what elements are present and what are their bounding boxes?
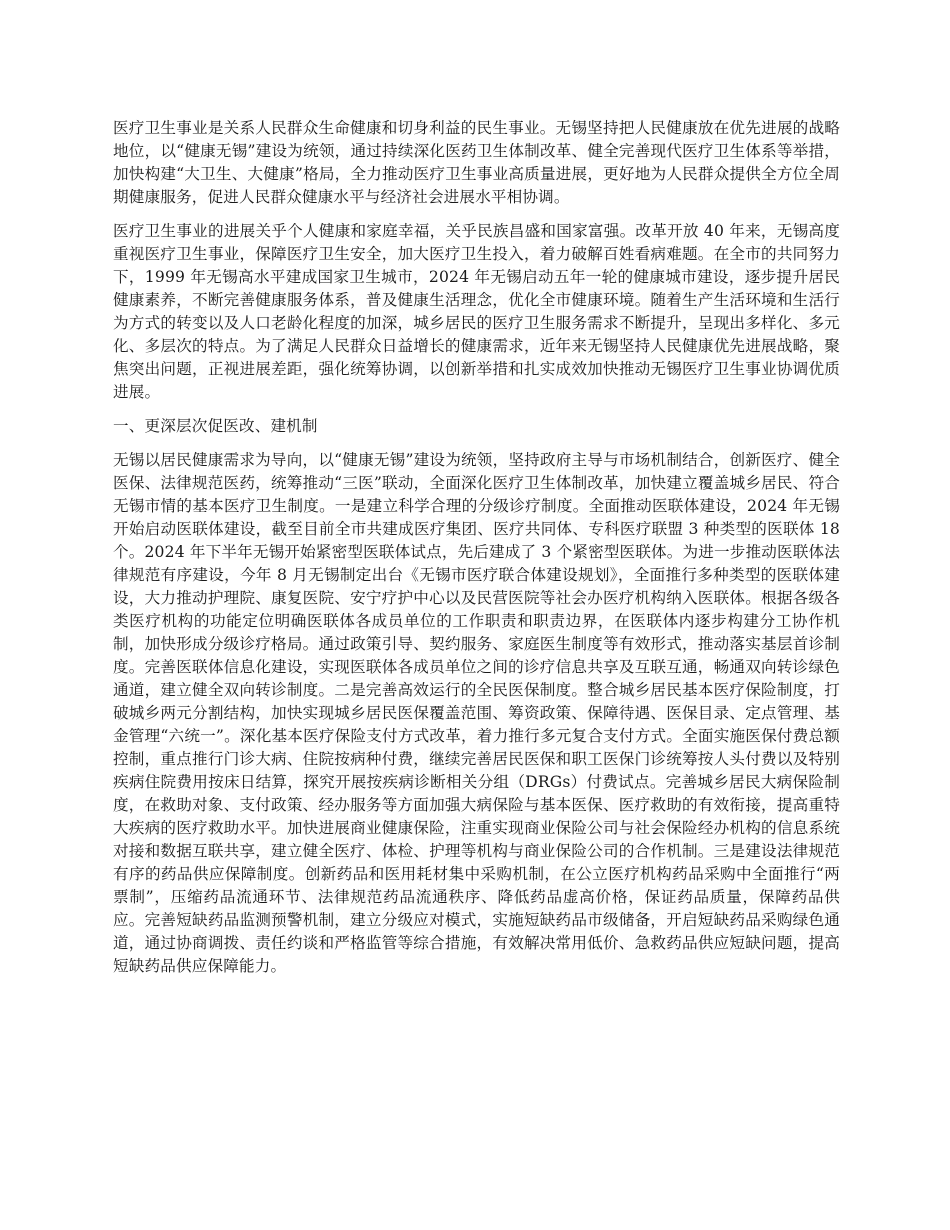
document-body <box>113 117 840 989</box>
section-heading: 一、更深层次促医改、建机制 <box>113 417 318 435</box>
background-paragraph: 医疗卫生事业的进展关乎个人健康和家庭幸福，关乎民族昌盛和国家富强。改革开放 40 年来，无锡高度重视医疗卫生事业，保障医疗卫生安全，加大医疗卫生投入，着力破解百姓看病难题。在全市的共同努力下，1999 年无锡高水平建成国家卫生城市，2024 年无锡启动五年一轮的健康城市建设，逐步提升居民健康素养，不断完善健康服务体系，普及健康生活理念，优化全市健康环境。随着生产生活环境和生活行为方式的转变以及人口老龄化程度的加深，城乡居民的医疗卫生服务需求不断提升，呈现出多样化、多元化、多层次的特点。为了满足人民群众日益增长的健康需求，近年来无锡坚持人民健康优先进展战略，聚焦突出问题，正视进展差距，强化统筹协调，以创新举措和扎实成效加快推动无锡医疗卫生事业协调优质进展。 <box>113 222 840 401</box>
section-paragraph: 无锡以居民健康需求为导向，以“健康无锡”建设为统领，坚持政府主导与市场机制结合，创新医疗、健全医保、法律规范医药，统筹推动“三医”联动，全面深化医疗卫生体制改革，加快建立覆盖城乡居民、符合无锡市情的基本医疗卫生制度。一是建立科学合理的分级诊疗制度。全面推动医联体建设，2024 年无锡开始启动医联体建设，截至目前全市共建成医疗集团、医疗共同体、专科医疗联盟 3 种类型的医联体 18 个。2024 年下半年无锡开始紧密型医联体试点，先后建成了 3 个紧密型医联体。为进一步推动医联体法律规范有序建设，今年 8 月无锡制定出台《无锡市医疗联合体建设规划》，全面推行多种类型的医联体建设，大力推动护理院、康复医院、安宁疗护中心以及民营医院等社会办医疗机构纳入医联体。根据各级各类医疗机构的功能定位明确医联体各成员单位的工作职责和职责边界，在医联体内逐步构建分工协作机制，加快形成分级诊疗格局。通过政策引导、契约服务、家庭医生制度等有效形式，推动落实基层首诊制度。完善医联体信息化建设，实现医联体各成员单位之间的诊疗信息共享及互联互通，畅通双向转诊绿色通道，建立健全双向转诊制度。二是完善高效运行的全民医保制度。整合城乡居民基本医疗保险制度，打破城乡两元分割结构，加快实现城乡居民医保覆盖范围、筹资政策、保障待遇、医保目录、定点管理、基金管理“六统一”。深化基本医疗保险支付方式改革，着力推行多元复合支付方式。全面实施医保付费总额控制，重点推行门诊大病、住院按病种付费，继续完善居民医保和职工医保门诊统筹按人头付费以及特别疾病住院费用按床日结算，探究开展按疾病诊断相关分组（DRGs）付费试点。完善城乡居民大病保险制度，在救助对象、支付政策、经办服务等方面加强大病保险与基本医保、医疗救助的有效衔接，提高重特大疾病的医疗救助水平。加快进展商业健康保险，注重实现商业保险公司与社会保险经办机构的信息系统对接和数据互联共享，建立健全医疗、体检、护理等机构与商业保险公司的合作机制。三是建设法律规范有序的药品供应保障制度。创新药品和医用耗材集中采购机制，在公立医疗机构药品采购中全面推行“两票制”，压缩药品流通环节、法律规范药品流通秩序、降低药品虚高价格，保证药品质量，保障药品供应。完善短缺药品监测预警机制，建立分级应对模式，实施短缺药品市级储备，开启短缺药品采购绿色通道，通过协商调拨、责任约谈和严格监管等综合措施，有效解决常用低价、急救药品供应短缺问题，提高短缺药品供应保障能力。 <box>113 451 840 975</box>
intro-paragraph: 医疗卫生事业是关系人民群众生命健康和切身利益的民生事业。无锡坚持把人民健康放在优先进展的战略地位，以“健康无锡”建设为统领，通过持续深化医药卫生体制改革、健全完善现代医疗卫生体系等举措，加快构建“大卫生、大健康”格局，全力推动医疗卫生事业高质量进展，更好地为人民群众提供全方位全周期健康服务，促进人民群众健康水平与经济社会进展水平相协调。 <box>113 119 840 206</box>
